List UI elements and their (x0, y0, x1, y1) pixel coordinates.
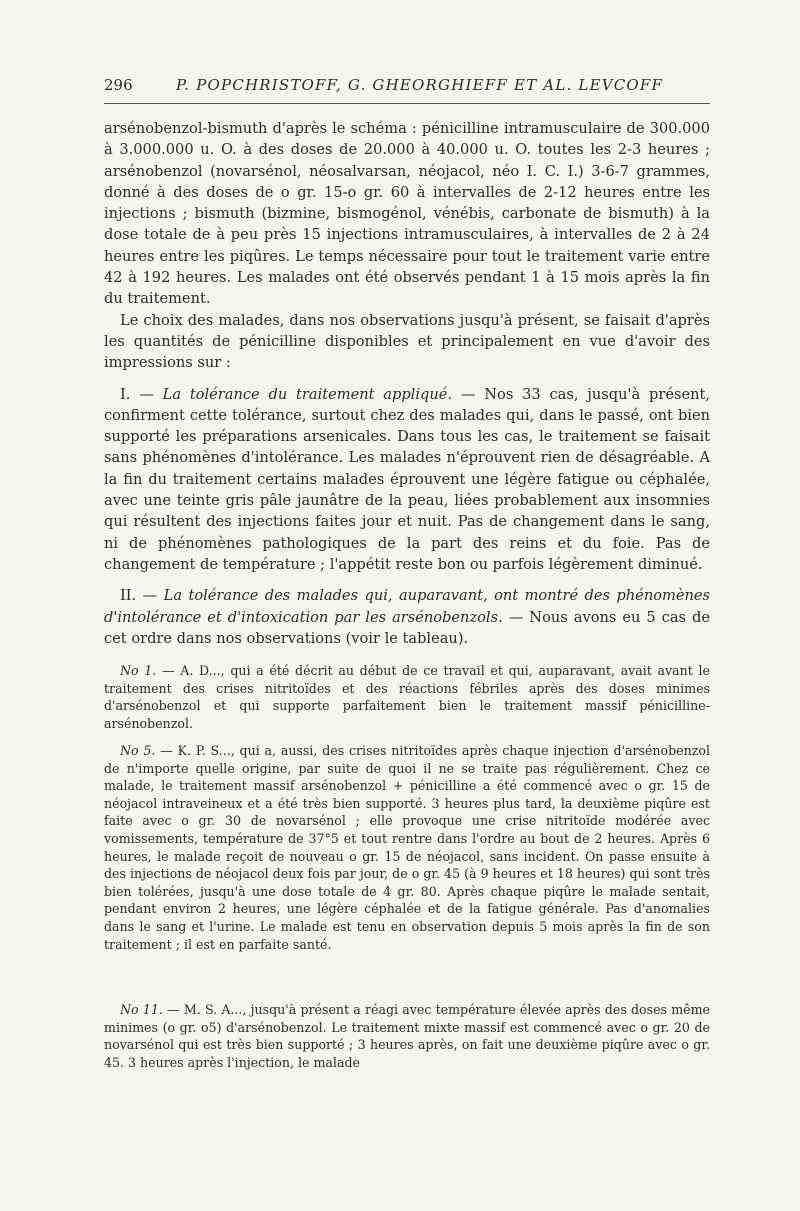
observation-paragraph (104, 1001, 710, 1071)
running-head-authors: P. POPCHRISTOFF, G. GHEORGHIEFF ET AL. LEVCOFF (176, 76, 664, 94)
observation-label: No 5. (120, 743, 156, 758)
observation-label: No 11. (120, 1002, 163, 1017)
observation-11 (104, 1001, 710, 1071)
paragraph-choice (104, 310, 710, 374)
paragraph-text: — Nos 33 cas, jusqu'à présent, confirment cette tolérance, surtout chez des malades qui, dans le passé, ont bien supporté les préparations arsenicales. Dans tous les cas, le traitement se faisait sans phénomènes d'intolérance. Les malades n'éprouvent rien de désagréable. A la fin du traitement certains malades éprouvent une légère fatigue ou céphalée, avec une teinte gris pâle jaunâtre de la peau, liées probablement aux insomnies qui résultent des injections faites jour et nuit. Pas de changement dans le sang, ni de phénomènes pathologiques de la part des reins et du foie. Pas de changement de température ; l'appétit reste bon ou parfois légèrement diminué. (104, 385, 710, 573)
observation-text: — K. P. S..., qui a, aussi, des crises nitritoïdes après chaque injection d'arsénobenzol de n'importe quelle origine, par suite de quoi il ne se traite pas régulièrement. Chez ce malade, le traitement massif arsénobenzol + pénicilline a été commencé avec o gr. 15 de néojacol intraveineux et a été très bien supporté. 3 heures plus tard, la deuxième piqûre est faite avec o gr. 30 de novarsénol ; elle provoque une crise nitritoïde modérée avec vomissements, température de 37°5 et tout rentre dans l'ordre au bout de 2 heures. Après 6 heures, le malade reçoit de nouveau o gr. 15 de néojacol, sans incident. On passe ensuite à des injections de néojacol deux fois par jour, de o gr. 45 (à 9 heures et 18 heures) qui sont très bien tolérées, jusqu'à une dose totale de 4 gr. 80. Après chaque piqûre le malade sentait, pendant environ 2 heures, une légère céphalée et de la fatigue générale. Pas d'anomalies dans le sang et l'urine. Le malade est tenu en observation depuis 5 mois après la fin de son traitement ; il est en parfaite santé. (104, 743, 710, 952)
paragraph-text: — Nous avons eu 5 cas de cet ordre dans nos observations (voir le tableau). (104, 608, 710, 647)
header-rule (104, 103, 710, 104)
section-number: I. — (120, 385, 163, 403)
section-title: La tolérance du traitement appliqué. (162, 385, 453, 403)
observation-5 (104, 742, 710, 953)
paragraph-text: Le choix des malades, dans nos observations jusqu'à présent, se faisait d'après les quantités de pénicilline disponibles et principalement en vue d'avoir des impressions sur : (104, 311, 710, 372)
section-title: La tolérance des malades qui, auparavant, ont montré des phénomènes d'intolérance et d'intoxication par les arsénobenzols. (104, 587, 711, 626)
page-number: 296 (104, 76, 133, 94)
section-number: II. — (120, 587, 164, 605)
paragraph-section-2 (104, 585, 710, 649)
observation-text: — M. S. A..., jusqu'à présent a réagi avec température élevée après des doses même minimes (o gr. o5) d'arsénobenzol. Le traitement mixte massif est commencé avec o gr. 20 de novarsénol qui est très bien supporté ; 3 heures après, on fait une deuxième piqûre avec o gr. 45. 3 heures après l'injection, le malade (104, 1002, 710, 1070)
paragraph-section-1 (104, 384, 710, 576)
paragraph-continued (104, 118, 710, 310)
observation-paragraph (104, 742, 710, 953)
observation-label: No 1. (120, 663, 157, 678)
observation-paragraph (104, 662, 710, 732)
observation-text: — A. D..., qui a été décrit au début de ce travail et qui, auparavant, avait avant le traitement des crises nitritoïdes et des réactions fébriles après des doses minimes d'arsénobenzol et qui supporte parfaitement bien le traitement massif pénicilline-arsénobenzol. (104, 663, 711, 731)
paragraph-text: arsénobenzol-bismuth d'après le schéma : pénicilline intramusculaire de 300.000 à 3.000.000 u. O. à des doses de 20.000 à 40.000 u. O. toutes les 2-3 heures ; arsénobenzol (novarsénol, néosalvarsan, néojacol, néo I. C. I.) 3-6-7 grammes, donné à des doses de o gr. 15-o gr. 60 à intervalles de 2-12 heures entre les injections ; bismuth (bizmine, bismogénol, vénébis, carbonate de bismuth) à la dose totale de à peu près 15 injections intramusculaires, à intervalles de 2 à 24 heures entre les piqûres. Le temps nécessaire pour tout le traitement varie entre 42 à 192 heures. Les malades ont été observés pendant 1 à 15 mois après la fin du traitement. (104, 120, 710, 308)
main-text (104, 118, 710, 649)
observation-1 (104, 662, 710, 732)
